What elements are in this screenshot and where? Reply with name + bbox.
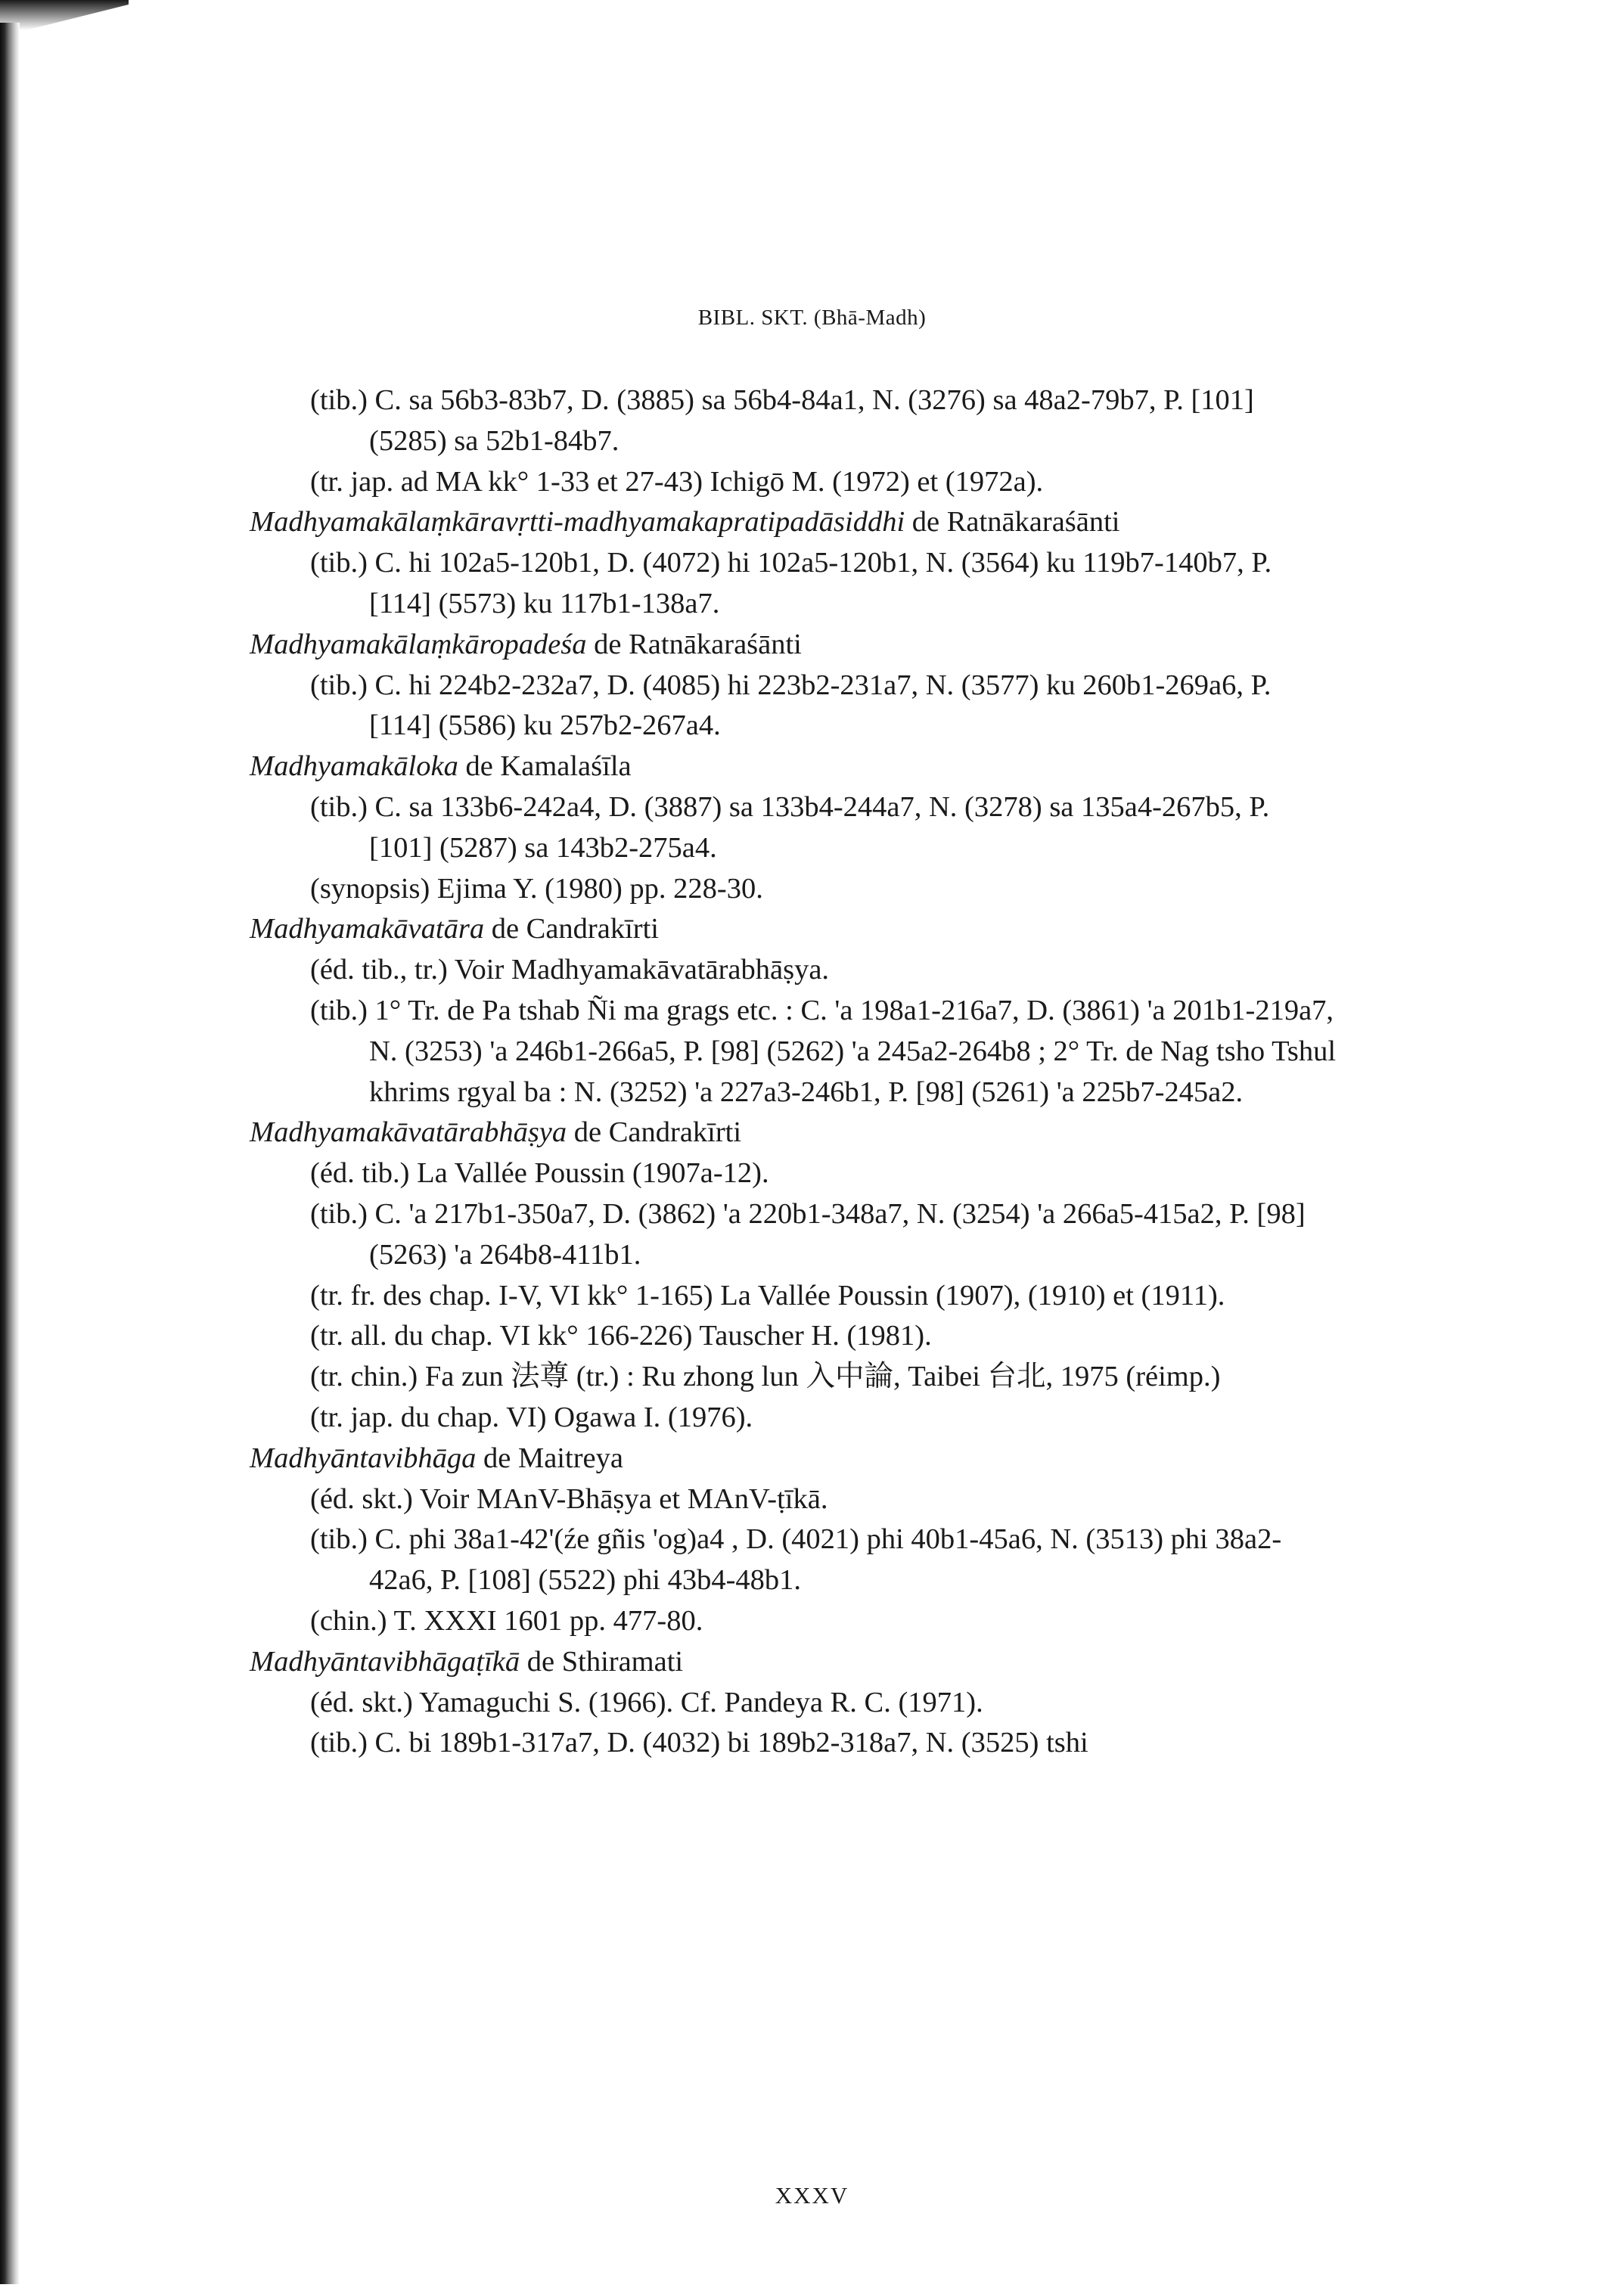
entry-reference xyxy=(250,1316,1339,1357)
reference-label: (éd. tib.) xyxy=(310,1157,410,1190)
entry-reference xyxy=(250,1683,1339,1724)
entry-title: Madhyamakālaṃkāropadeśa xyxy=(250,628,587,660)
entry-title: Madhyamakāloka xyxy=(250,750,458,783)
reference-label: (tib.) xyxy=(310,1727,368,1759)
page-number: XXXV xyxy=(775,2182,849,2209)
entry-reference xyxy=(250,787,1339,869)
entry-heading xyxy=(250,909,1339,950)
entry-reference xyxy=(250,991,1339,1113)
entry-heading xyxy=(250,625,1339,666)
reference-label: (éd. skt.) xyxy=(310,1686,413,1718)
reference-label: (tib.) xyxy=(310,1197,368,1230)
entry-title: Madhyāntavibhāga xyxy=(250,1442,477,1474)
entry-reference xyxy=(250,950,1339,991)
reference-text: Voir MAnV-Bhāṣya et MAnV-ṭīkā. xyxy=(412,1482,828,1515)
reference-label: (tib.) xyxy=(310,384,368,416)
reference-label: (synopsis) xyxy=(310,872,430,905)
reference-label: (tib.) xyxy=(310,547,368,579)
reference-text: T. XXXI 1601 pp. 477-80. xyxy=(387,1604,703,1637)
reference-text: Tauscher H. (1981). xyxy=(692,1320,932,1352)
reference-text: La Vallée Poussin (1907a-12). xyxy=(409,1157,769,1190)
reference-text: Ejima Y. (1980) pp. 228-30. xyxy=(430,872,763,905)
entry-reference xyxy=(250,666,1339,747)
reference-label: (tib.) xyxy=(310,1523,368,1556)
reference-label: (tr. jap. ad MA kk° 1-33 et 27-43) xyxy=(310,465,703,498)
entry-reference xyxy=(250,1723,1339,1764)
reference-text: C. phi 38a1-42'(źe gñis 'og)a4 , D. (4021) phi 40b1-45a6, N. (3513) phi 38a2-42a6, P. [108] (5522) phi 43b4-48b1. xyxy=(367,1523,1282,1597)
entry-heading xyxy=(250,747,1339,787)
reference-text: C. hi 224b2-232a7, D. (4085) hi 223b2-231a7, N. (3577) ku 260b1-269a6, P. [114] (5586) ku 257b2-267a4. xyxy=(367,669,1272,742)
entry-reference xyxy=(250,1194,1339,1276)
entry-reference xyxy=(250,1276,1339,1317)
reference-label: (tib.) xyxy=(310,994,368,1026)
entry-author: de Kamalaśīla xyxy=(458,750,632,783)
reference-text: 1° Tr. de Pa tshab Ñi ma grags etc. : C. 'a 198a1-216a7, D. (3861) 'a 201b1-219a7, N. (3253) 'a 246b1-266a5, P. [98] (5262) 'a 245a2-264b8 ; 2° Tr. de Nag tsho Tshul khrims rgyal ba : N. (3252) 'a 227a3-246b1, P. [98] (5261) 'a 225b7-245a2. xyxy=(367,994,1337,1108)
entry-reference xyxy=(250,1398,1339,1439)
entry-reference xyxy=(250,1153,1339,1194)
entry-reference xyxy=(250,543,1339,625)
entry-author: de Sthiramati xyxy=(520,1645,684,1678)
entry-reference xyxy=(250,869,1339,910)
running-head: BIBL. SKT. (Bhā-Madh) xyxy=(697,306,927,330)
entry-author: de Candrakīrti xyxy=(567,1116,742,1149)
reference-text: Yamaguchi S. (1966). Cf. Pandeya R. C. (1971). xyxy=(412,1686,983,1718)
reference-label: (tr. all. du chap. VI kk° 166-226) xyxy=(310,1320,693,1352)
entry-heading xyxy=(250,1439,1339,1479)
entry-title: Madhyamakālaṃkāravṛtti-madhyamakapratipadāsiddhi xyxy=(250,506,905,539)
page-binding-shadow xyxy=(0,23,20,2284)
entry-heading xyxy=(250,1113,1339,1153)
entry-title: Madhyamakāvatāra xyxy=(250,913,485,945)
reference-text: Ichigō M. (1972) et (1972a). xyxy=(703,465,1044,498)
entry-heading xyxy=(250,502,1339,543)
entry-reference xyxy=(250,1357,1339,1398)
reference-text: Fa zun 法尊 (tr.) : Ru zhong lun 入中論, Taibei 台北, 1975 (réimp.) xyxy=(418,1361,1221,1393)
entry-reference xyxy=(250,462,1339,503)
reference-text: Ogawa I. (1976). xyxy=(546,1401,753,1433)
reference-text: C. sa 133b6-242a4, D. (3887) sa 133b4-244a7, N. (3278) sa 135a4-267b5, P. [101] (5287) sa 143b2-275a4. xyxy=(367,790,1270,864)
reference-text: C. sa 56b3-83b7, D. (3885) sa 56b4-84a1, N. (3276) sa 48a2-79b7, P. [101] (5285) sa 52b1-84b7. xyxy=(367,384,1254,457)
entry-author: de Ratnākaraśānti xyxy=(905,506,1120,539)
entry-heading xyxy=(250,1642,1339,1683)
reference-label: (éd. skt.) xyxy=(310,1482,413,1515)
reference-label: (tib.) xyxy=(310,669,368,701)
reference-label: (chin.) xyxy=(310,1604,387,1637)
reference-label: (tr. jap. du chap. VI) xyxy=(310,1401,547,1433)
reference-label: (tr. chin.) xyxy=(310,1361,418,1393)
reference-text: C. bi 189b1-317a7, D. (4032) bi 189b2-318a7, N. (3525) tshi xyxy=(367,1727,1088,1759)
reference-text: C. 'a 217b1-350a7, D. (3862) 'a 220b1-348a7, N. (3254) 'a 266a5-415a2, P. [98] (5263) 'a 264b8-411b1. xyxy=(367,1197,1306,1271)
entry-reference xyxy=(250,1601,1339,1642)
entry-author: de Ratnākaraśānti xyxy=(586,628,802,660)
entry-author: de Maitreya xyxy=(476,1442,623,1474)
reference-label: (éd. tib., tr.) xyxy=(310,954,448,986)
entry-reference xyxy=(250,1520,1339,1601)
reference-label: (tr. fr. des chap. I-V, VI kk° 1-165) xyxy=(310,1279,713,1312)
entry-author: de Candrakīrti xyxy=(484,913,660,945)
reference-label: (tib.) xyxy=(310,790,368,823)
entry-reference xyxy=(250,380,1339,462)
reference-text: Voir Madhyamakāvatārabhāṣya. xyxy=(447,954,830,986)
reference-text: La Vallée Poussin (1907), (1910) et (1911). xyxy=(713,1279,1225,1312)
reference-text: C. hi 102a5-120b1, D. (4072) hi 102a5-120b1, N. (3564) ku 119b7-140b7, P. [114] (5573) ku 117b1-138a7. xyxy=(367,547,1272,619)
entry-title: Madhyamakāvatārabhāṣya xyxy=(250,1116,567,1149)
bibliography-entries xyxy=(250,380,1339,1764)
entry-title: Madhyāntavibhāgaṭīkā xyxy=(250,1645,520,1678)
entry-reference xyxy=(250,1479,1339,1520)
